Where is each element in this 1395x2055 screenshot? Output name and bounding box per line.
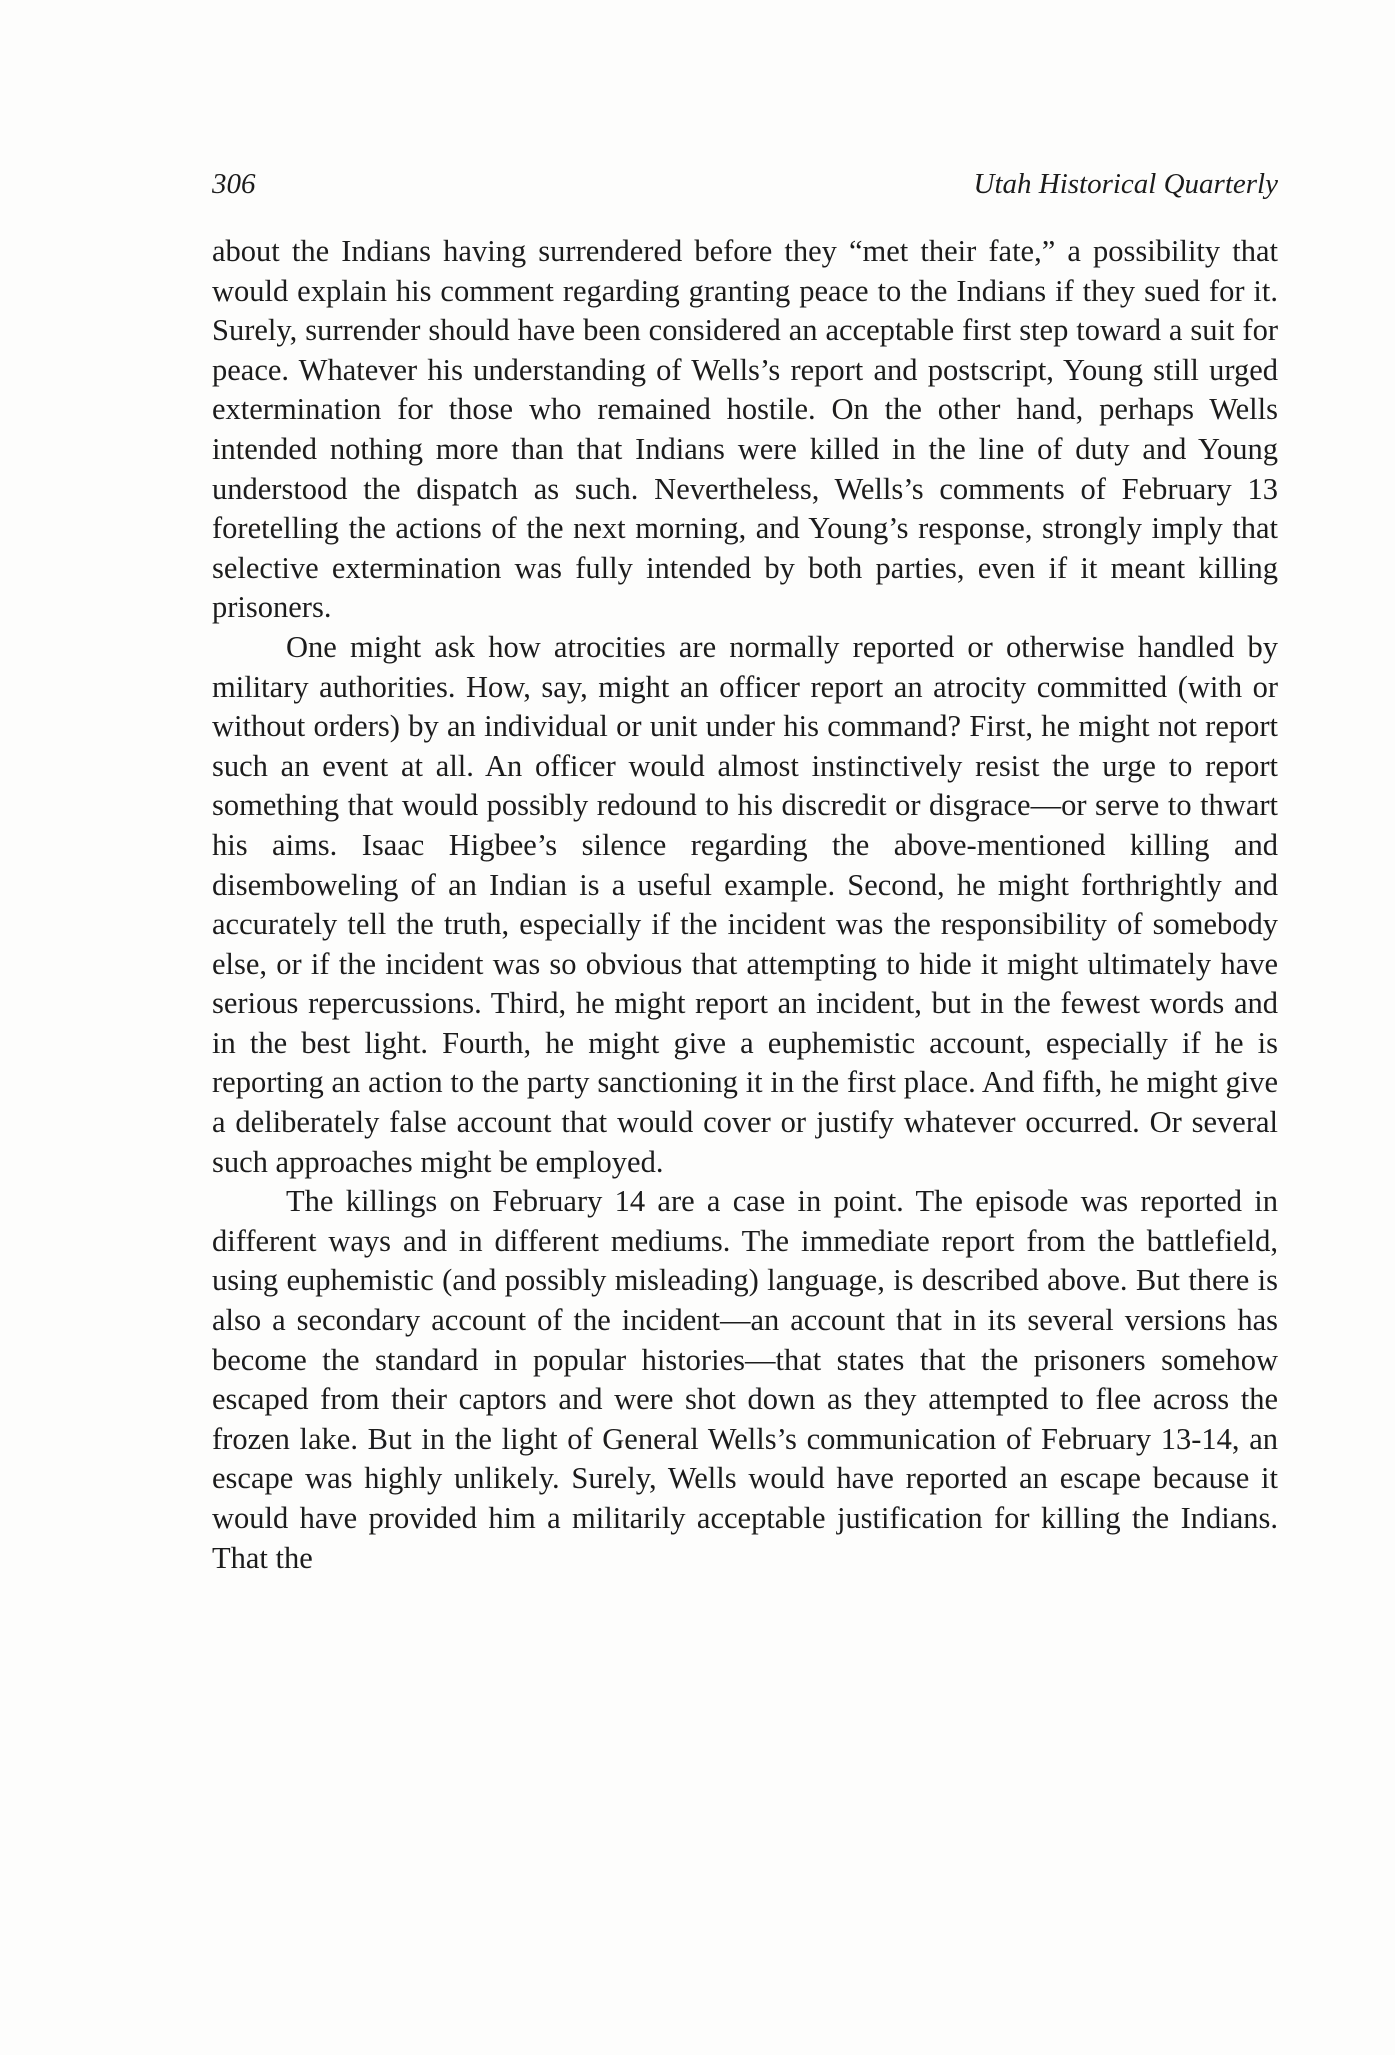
page-number: 306 (212, 168, 256, 200)
paragraph-2: One might ask how atrocities are normally reported or otherwise handled by military authorities. How, say, might an officer report an atrocity committed (with or without orders) by an individual or unit under his command? First, he might not report such an event at all. An officer would almost instinctively resist the urge to report something that would possibly redound to his discredit or disgrace—or serve to thwart his aims. Isaac Higbee’s silence regarding the above-mentioned killing and disemboweling of an Indian is a useful example. Second, he might forthrightly and accurately tell the truth, especially if the incident was the responsibility of somebody else, or if the incident was so obvious that attempting to hide it might ultimately have serious repercussions. Third, he might report an incident, but in the fewest words and in the best light. Fourth, he might give a euphemistic account, especially if he is reporting an action to the party sanctioning it in the first place. And fifth, he might give a deliberately false account that would cover or justify whatever occurred. Or several such approaches might be employed. (212, 629, 1278, 1179)
paragraph-1: about the Indians having surrendered before they “met their fate,” a possibility that would explain his comment regarding granting peace to the Indians if they sued for it. Surely, surrender should have been considered an acceptable first step toward a suit for peace. Whatever his understanding of Wells’s report and postscript, Young still urged extermination for those who remained hostile. On the other hand, perhaps Wells intended nothing more than that Indians were killed in the line of duty and Young understood the dispatch as such. Nevertheless, Wells’s comments of February 13 foretelling the actions of the next morning, and Young’s response, strongly imply that selective extermination was fully intended by both parties, even if it meant killing prisoners. (212, 234, 1278, 625)
paragraph-3: The killings on February 14 are a case in point. The episode was reported in different ways and in different mediums. The immediate report from the battlefield, using euphemistic (and possibly misleading) language, is described above. But there is also a secondary account of the incident—an account that in its several versions has become the standard in popular histories—that states that the prisoners somehow escaped from their captors and were shot down as they attempted to flee across the frozen lake. But in the light of General Wells’s communication of February 13-14, an escape was highly unlikely. Surely, Wells would have reported an escape because it would have provided him a militarily acceptable justification for killing the Indians. That the (212, 1184, 1278, 1575)
journal-title: Utah Historical Quarterly (973, 168, 1278, 200)
body-text (212, 232, 1278, 1578)
running-head (212, 168, 1278, 208)
